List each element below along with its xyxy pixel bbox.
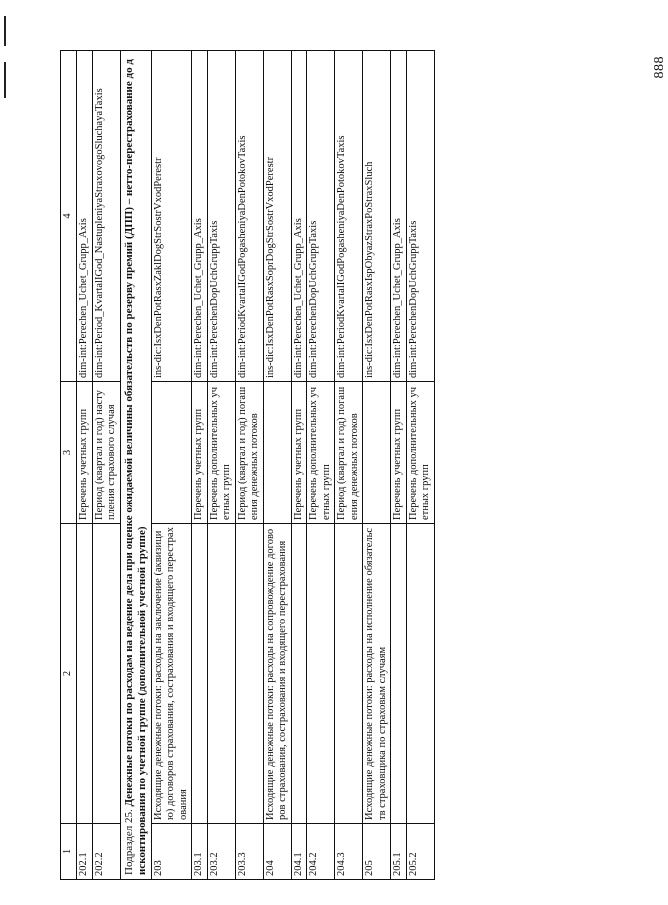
row-axis-cell: dim-int:PeriodKvartalIGodPogasheniyaDenPotokovTaxis [235,51,263,382]
table-header [61,51,77,880]
table-row [92,51,120,880]
row-dimension-cell [263,382,291,524]
col-header-4: 4 [61,51,77,382]
row-axis-cell: dim-int:Period_KvartalIGod_NastupleniyaStraxovogoSluchayaTaxis [92,51,120,382]
scan-edge-mark-top [4,16,6,46]
row-code-cell: 204.2 [307,824,335,880]
row-description-cell [335,524,363,824]
row-dimension-cell: Перечень учетных групп [391,382,407,524]
row-code-cell: 205.2 [406,824,434,880]
section-label: Подраздел 25. [122,809,135,875]
row-axis-cell: dim-int:Perechen_Uchet_Grupp_Axis [77,51,93,382]
page-number: 888 [652,56,667,79]
row-code-cell: 205.1 [391,824,407,880]
row-dimension-cell: Период (квартал и год) погашения денежных потоков [335,382,363,524]
row-code-cell: 203.1 [192,824,208,880]
col-header-3: 3 [61,382,77,524]
row-axis-cell: dim-int:Perechen_Uchet_Grupp_Axis [291,51,307,382]
row-description-cell [192,524,208,824]
row-description-cell [307,524,335,824]
table-row [307,51,335,880]
table-row [363,51,391,880]
rotated-page [60,50,667,880]
row-dimension-cell: Период (квартал и год) погашения денежных потоков [235,382,263,524]
table-row [263,51,291,880]
row-description-cell [391,524,407,824]
table-row [291,51,307,880]
table-row [335,51,363,880]
row-description-cell [235,524,263,824]
row-description-cell: Исходящие денежные потоки: расходы на сопровождение договоров страхования, сострахования и входящего перестрахования [263,524,291,824]
scan-edge-mark-bottom [4,62,6,98]
header-row [61,51,77,880]
row-dimension-cell: Перечень дополнительных учетных групп [207,382,235,524]
row-axis-cell: dim-int:PerechenDopUchGruppTaxis [307,51,335,382]
row-description-cell: Исходящие денежные потоки: расходы на исполнение обязательств страховщика по страховым случаям [363,524,391,824]
table-row [192,51,208,880]
col-header-1: 1 [61,824,77,880]
table-row [391,51,407,880]
table-row [151,51,192,880]
row-dimension-cell: Перечень дополнительных учетных групп [406,382,434,524]
row-dimension-cell: Перечень дополнительных учетных групп [307,382,335,524]
table-body [77,51,435,880]
row-dimension-cell: Перечень учетных групп [192,382,208,524]
section-title: Денежные потоки по расходам на ведение дела при оценке ожидаемой величины обязательств по резерву премий (ДПП) – нетто-перестрахование до дисконтирования по учетной группе (дополнительной учетной группе) [122,59,148,875]
row-dimension-cell: Перечень учетных групп [291,382,307,524]
data-table [60,50,435,880]
col-header-2: 2 [61,524,77,824]
row-code-cell: 204.3 [335,824,363,880]
section-row [120,51,151,880]
table-row [406,51,434,880]
row-code-cell: 204.1 [291,824,307,880]
row-code-cell: 202.2 [92,824,120,880]
row-description-cell: Исходящие денежные потоки: расходы на заключение (аквизицию) договоров страхования, сострахования и входящего перестрахования [151,524,192,824]
row-axis-cell: dim-int:Perechen_Uchet_Grupp_Axis [192,51,208,382]
row-description-cell [207,524,235,824]
row-dimension-cell: Период (квартал и год) наступления страхового случая [92,382,120,524]
row-code-cell: 203.3 [235,824,263,880]
row-axis-cell: dim-int:PeriodKvartalIGodPogasheniyaDenPotokovTaxis [335,51,363,382]
table-row [77,51,93,880]
row-axis-cell: dim-int:Perechen_Uchet_Grupp_Axis [391,51,407,382]
row-code-cell: 202.1 [77,824,93,880]
row-axis-cell: ins-dic:IsxDenPotRasxSoprDogStrSostrVxodPerestr [263,51,291,382]
row-code-cell: 203 [151,824,192,880]
table-row [207,51,235,880]
row-description-cell [406,524,434,824]
row-dimension-cell: Перечень учетных групп [77,382,93,524]
row-code-cell: 204 [263,824,291,880]
row-axis-cell: ins-dic:IsxDenPotRasxZaklDogStrSostrVxodPerestr [151,51,192,382]
section-heading [120,51,151,880]
row-code-cell: 203.2 [207,824,235,880]
row-code-cell: 205 [363,824,391,880]
row-description-cell [92,524,120,824]
row-description-cell [291,524,307,824]
row-description-cell [77,524,93,824]
row-dimension-cell [363,382,391,524]
table-row [235,51,263,880]
row-axis-cell: dim-int:PerechenDopUchGruppTaxis [406,51,434,382]
row-dimension-cell [151,382,192,524]
row-axis-cell: ins-dic:IsxDenPotRasxIspObyazStraxPoStraxSluch [363,51,391,382]
row-axis-cell: dim-int:PerechenDopUchGruppTaxis [207,51,235,382]
